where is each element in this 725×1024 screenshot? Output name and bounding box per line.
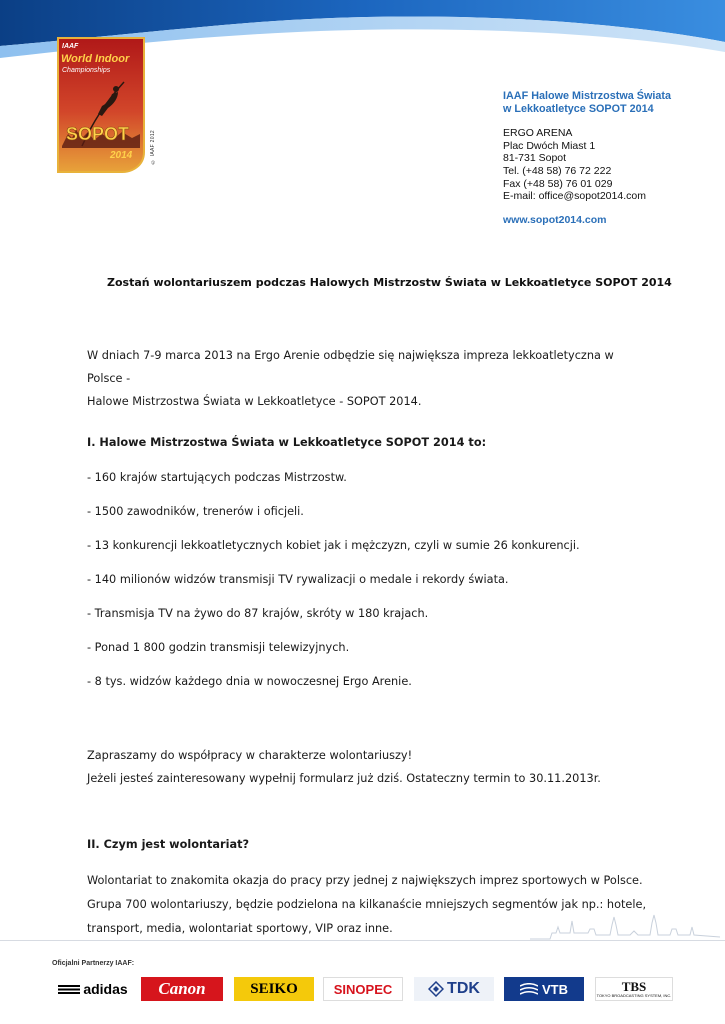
invite-line-2: Jeżeli jesteś zainteresowany wypełnij formularz już dziś. Ostateczny termin to 30.11.2013r. [87,772,601,785]
logo-line1: World Indoor [61,53,130,65]
email-address[interactable]: E-mail: office@sopot2014.com [503,190,646,203]
intro-paragraph [87,344,647,413]
logo-line2: Championships [62,67,111,74]
website-link[interactable]: www.sopot2014.com [503,213,607,226]
list-item: - 8 tys. widzów każdego dnia w nowoczesnej Ergo Arenie. [87,675,412,688]
vtb-wave-icon [520,983,538,995]
contact-block [503,90,671,226]
intro-line-1: W dniach 7-9 marca 2013 na Ergo Arenie odbędzie się największa impreza lekkoatletyczna w Polsce - [87,349,614,385]
list-item: - 160 krajów startujących podczas Mistrzostw. [87,471,347,484]
intro-line-2: Halowe Mistrzostwa Świata w Lekkoatletyce - SOPOT 2014. [87,395,422,408]
footer-divider [0,940,725,941]
para2-line-3: transport, media, wolontariat sportowy, VIP oraz inne. [87,922,393,935]
section-1-heading: I. Halowe Mistrzostwa Świata w Lekkoatletyce SOPOT 2014 to: [87,436,487,449]
document-title: Zostań wolontariuszem podczas Halowych Mistrzostw Świata w Lekkoatletyce SOPOT 2014 [107,276,672,289]
para2-line-1: Wolontariat to znakomita okazja do pracy przy jednej z największych imprez sportowych w Polsce. [87,874,643,887]
invitation-paragraph [87,744,601,790]
logo-city: SOPOT [66,124,130,144]
vtb-logo [504,977,584,1001]
tbs-logo [595,977,673,1001]
org-name-line2: w Lekkoatletyce SOPOT 2014 [503,102,654,115]
sinopec-logo: SINOPEC [323,977,403,1001]
venue-street: Plac Dwóch Miast 1 [503,139,596,152]
org-name-line1: IAAF Halowe Mistrzostwa Świata [503,90,671,102]
invite-line-1: Zapraszamy do współpracy w charakterze wolontariuszy! [87,749,413,762]
phone-number: Tel. (+48 58) 76 72 222 [503,164,612,177]
tbs-subtext: TOKYO BROADCASTING SYSTEM, INC. [596,992,672,998]
canon-logo: Canon [141,977,223,1001]
adidas-text: adidas [83,981,128,997]
logo-brand: IAAF [62,43,79,50]
list-item: - 140 milionów widzów transmisji TV rywalizacji o medale i rekordy świata. [87,573,509,586]
venue-postcode: 81-731 Sopot [503,152,567,165]
para2-line-2: Grupa 700 wolontariuszy, będzie podzielona na kilkanaście mniejszych segmentów jak np.: hotele, [87,898,647,911]
list-item: - Ponad 1 800 godzin transmisji telewizyjnych. [87,641,350,654]
list-item: - Transmisja TV na żywo do 87 krajów, skróty w 180 krajach. [87,607,429,620]
logo-copyright: © IAAF 2012 [150,130,156,165]
seiko-logo: SEIKO [234,977,314,1001]
fax-number: Fax (+48 58) 76 01 029 [503,177,613,190]
adidas-stripes-icon [58,982,80,996]
tdk-text: TDK [447,980,480,997]
section-2-heading: II. Czym jest wolontariat? [87,838,250,851]
championship-logo [52,34,148,174]
facts-list [87,470,580,708]
tdk-emblem-icon [428,981,444,997]
adidas-logo [52,977,134,1001]
list-item: - 1500 zawodników, trenerów i oficjeli. [87,505,304,518]
vtb-text: VTB [542,981,568,997]
logo-year: 2014 [110,150,133,161]
list-item: - 13 konkurencji lekkoatletycznych kobiet jak i mężczyzn, czyli w sumie 26 konkurencji. [87,539,580,552]
venue-name: ERGO ARENA [503,127,573,140]
tdk-logo [414,977,494,1001]
tbs-text: TBS [621,978,647,994]
partners-label: Oficjalni Partnerzy IAAF: [52,960,135,967]
city-skyline-watermark [530,905,720,941]
